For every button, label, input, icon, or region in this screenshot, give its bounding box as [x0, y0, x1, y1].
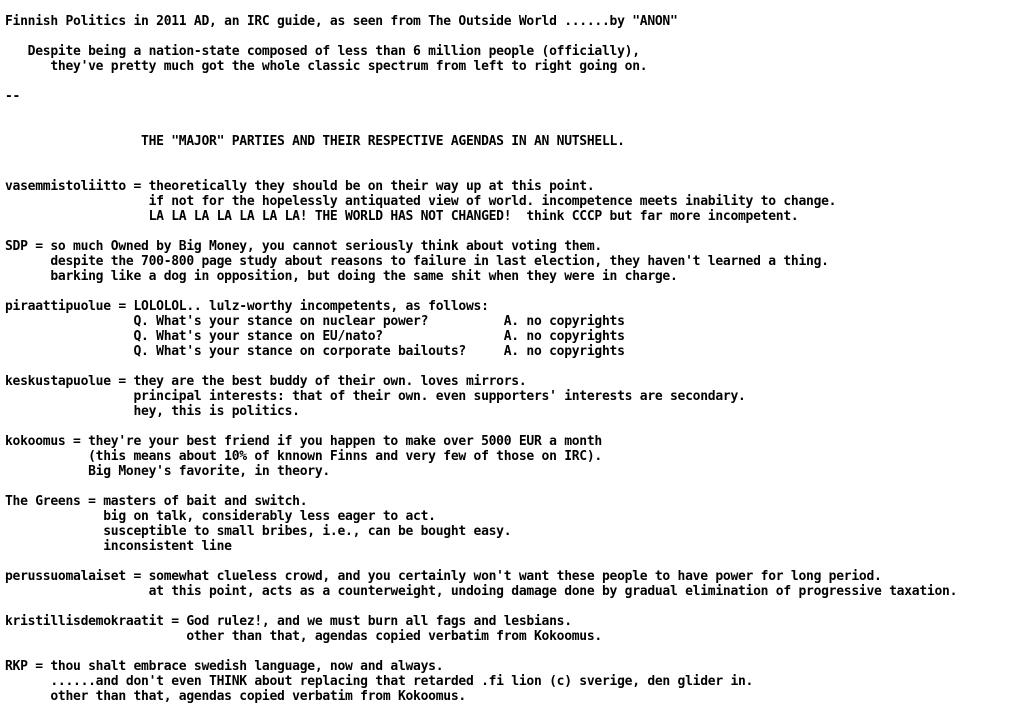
party-entry-line: kokoomus = they're your best friend if you happen to make over 5000 EUR a month: [5, 434, 602, 449]
party-entry-line: Big Money's favorite, in theory.: [5, 464, 330, 479]
party-entry-line: principal interests: that of their own. even supporters' interests are secondary.: [5, 389, 746, 404]
party-entry-line: barking like a dog in opposition, but doing the same shit when they were in charge.: [5, 269, 678, 284]
blank-line: [5, 29, 957, 44]
blank-line: [5, 164, 957, 179]
blank-line: [5, 119, 957, 134]
blank-line: [5, 224, 957, 239]
party-entry-line: ......and don't even THINK about replacing that retarded .fi lion (c) sverige, den glider in.: [5, 674, 754, 689]
party-entry-line: (this means about 10% of knnown Finns and very few of those on IRC).: [5, 449, 602, 464]
blank-line: [5, 104, 957, 119]
party-entry-line: keskustapuolue = they are the best buddy of their own. loves mirrors.: [5, 374, 527, 389]
blank-line: [5, 419, 957, 434]
party-entry-line: LA LA LA LA LA LA LA! THE WORLD HAS NOT CHANGED! think CCCP but far more incompetent.: [5, 209, 799, 224]
party-entry-line: other than that, agendas copied verbatim from Kokoomus.: [5, 629, 602, 644]
blank-line: [5, 479, 957, 494]
party-entry-line: inconsistent line: [5, 539, 232, 554]
blank-line: [5, 74, 957, 89]
party-entry-line: big on talk, considerably less eager to act.: [5, 509, 436, 524]
party-entry-line: RKP = thou shalt embrace swedish language, now and always.: [5, 659, 444, 674]
intro-line: Despite being a nation-state composed of less than 6 million people (officially),: [5, 44, 640, 59]
party-entry-line: at this point, acts as a counterweight, undoing damage done by gradual elimination of progressive taxation.: [5, 584, 958, 599]
section-heading: THE "MAJOR" PARTIES AND THEIR RESPECTIVE AGENDAS IN AN NUTSHELL.: [5, 134, 625, 149]
blank-line: [5, 359, 957, 374]
party-entry-line: piraattipuolue = LOLOLOL.. lulz-worthy incompetents, as follows:: [5, 299, 489, 314]
party-entry-line: kristillisdemokraatit = God rulez!, and we must burn all fags and lesbians.: [5, 614, 572, 629]
document-title: Finnish Politics in 2011 AD, an IRC guide, as seen from The Outside World ......by "ANON": [5, 14, 678, 29]
party-entry-line: other than that, agendas copied verbatim from Kokoomus.: [5, 689, 466, 704]
blank-line: [5, 284, 957, 299]
party-entry-line: Q. What's your stance on corporate bailouts? A. no copyrights: [5, 344, 625, 359]
intro-line: they've pretty much got the whole classic spectrum from left to right going on.: [5, 59, 648, 74]
party-entry-line: susceptible to small bribes, i.e., can be bought easy.: [5, 524, 512, 539]
party-entry-line: hey, this is politics.: [5, 404, 300, 419]
blank-line: [5, 599, 957, 614]
party-entry-line: if not for the hopelessly antiquated view of world. incompetence meets inability to change.: [5, 194, 837, 209]
party-entry-line: SDP = so much Owned by Big Money, you cannot seriously think about voting them.: [5, 239, 602, 254]
party-entry-line: perussuomalaiset = somewhat clueless crowd, and you certainly won't want these people to have power for long period.: [5, 569, 882, 584]
text-document: [5, 14, 957, 704]
party-entry-line: The Greens = masters of bait and switch.: [5, 494, 308, 509]
party-entry-line: vasemmistoliitto = theoretically they should be on their way up at this point.: [5, 179, 595, 194]
blank-line: [5, 554, 957, 569]
party-entry-line: despite the 700-800 page study about reasons to failure in last election, they haven't learned a thing.: [5, 254, 829, 269]
separator: --: [5, 89, 21, 104]
party-entry-line: Q. What's your stance on nuclear power? A. no copyrights: [5, 314, 625, 329]
blank-line: [5, 644, 957, 659]
party-entry-line: Q. What's your stance on EU/nato? A. no copyrights: [5, 329, 625, 344]
blank-line: [5, 149, 957, 164]
